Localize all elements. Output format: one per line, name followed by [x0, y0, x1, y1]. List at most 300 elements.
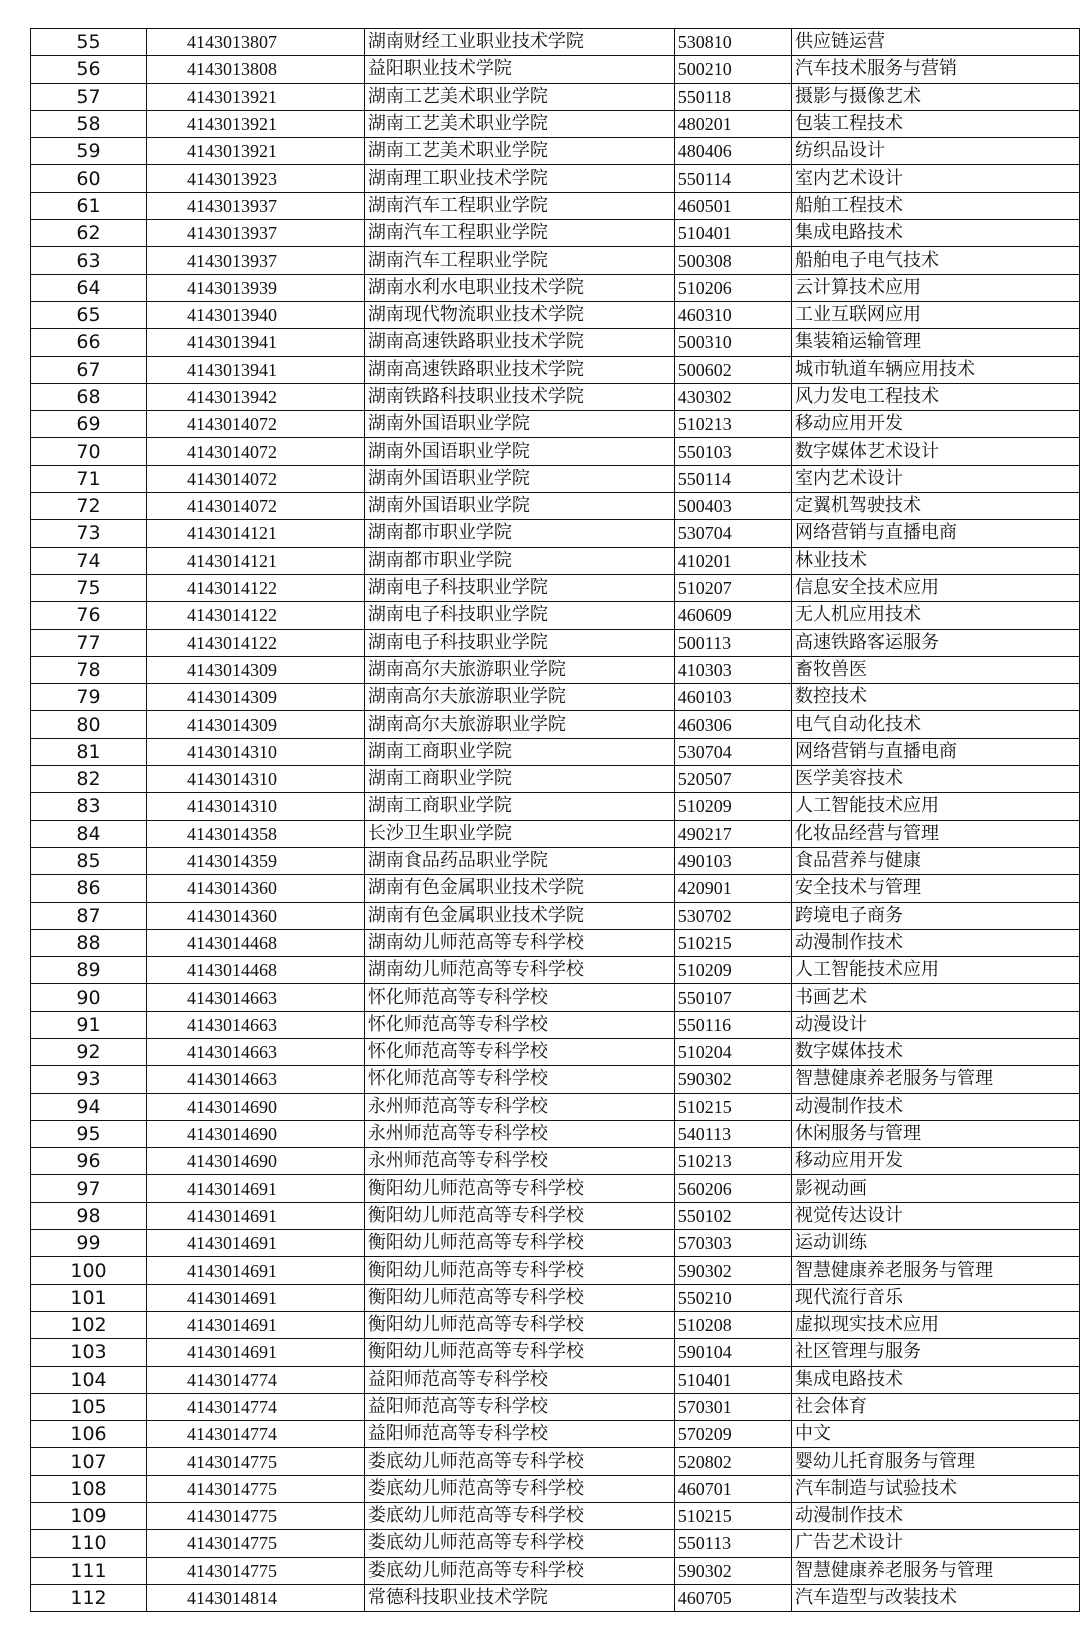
row-number-cell: 107	[31, 1448, 147, 1475]
school-code-cell: 4143014121	[147, 520, 365, 547]
school-name-cell: 益阳职业技术学院	[364, 56, 674, 83]
school-code-cell: 4143014360	[147, 875, 365, 902]
major-name-cell: 汽车技术服务与营销	[792, 56, 1080, 83]
table-row	[31, 711, 1080, 738]
table-row	[31, 329, 1080, 356]
school-name-cell: 湖南外国语职业学院	[364, 465, 674, 492]
school-code-cell: 4143013937	[147, 192, 365, 219]
school-code-cell: 4143013937	[147, 247, 365, 274]
major-name-cell: 风力发电工程技术	[792, 383, 1080, 410]
row-number-cell: 92	[31, 1038, 147, 1065]
table-row	[31, 1503, 1080, 1530]
school-code-cell: 4143013921	[147, 83, 365, 110]
major-name-cell: 休闲服务与管理	[792, 1120, 1080, 1147]
school-code-cell: 4143014691	[147, 1339, 365, 1366]
table-row	[31, 29, 1080, 56]
school-code-cell: 4143014775	[147, 1557, 365, 1584]
major-name-cell: 室内艺术设计	[792, 165, 1080, 192]
school-code-cell: 4143014663	[147, 1038, 365, 1065]
major-name-cell: 汽车造型与改装技术	[792, 1584, 1080, 1611]
major-name-cell: 智慧健康养老服务与管理	[792, 1557, 1080, 1584]
major-name-cell: 高速铁路客运服务	[792, 629, 1080, 656]
school-code-cell: 4143014691	[147, 1284, 365, 1311]
school-name-cell: 湖南外国语职业学院	[364, 438, 674, 465]
major-code-cell: 510213	[674, 1148, 791, 1175]
row-number-cell: 76	[31, 602, 147, 629]
major-name-cell: 无人机应用技术	[792, 602, 1080, 629]
major-code-cell: 550114	[674, 465, 791, 492]
major-name-cell: 数字媒体技术	[792, 1038, 1080, 1065]
major-name-cell: 摄影与摄像艺术	[792, 83, 1080, 110]
school-name-cell: 湖南高尔夫旅游职业学院	[364, 684, 674, 711]
major-code-cell: 590302	[674, 1557, 791, 1584]
major-code-cell: 510213	[674, 411, 791, 438]
table-row	[31, 1339, 1080, 1366]
school-name-cell: 永州师范高等专科学校	[364, 1093, 674, 1120]
row-number-cell: 55	[31, 29, 147, 56]
table-row	[31, 1066, 1080, 1093]
school-name-cell: 湖南工商职业学院	[364, 793, 674, 820]
row-number-cell: 95	[31, 1120, 147, 1147]
major-code-cell: 590104	[674, 1339, 791, 1366]
school-code-cell: 4143013940	[147, 301, 365, 328]
school-name-cell: 长沙卫生职业学院	[364, 820, 674, 847]
major-code-cell: 510215	[674, 929, 791, 956]
major-name-cell: 书画艺术	[792, 984, 1080, 1011]
school-code-cell: 4143013939	[147, 274, 365, 301]
major-code-cell: 550107	[674, 984, 791, 1011]
major-name-cell: 智慧健康养老服务与管理	[792, 1257, 1080, 1284]
school-name-cell: 衡阳幼儿师范高等专科学校	[364, 1230, 674, 1257]
major-name-cell: 移动应用开发	[792, 1148, 1080, 1175]
major-name-cell: 集成电路技术	[792, 1366, 1080, 1393]
row-number-cell: 90	[31, 984, 147, 1011]
major-name-cell: 集装箱运输管理	[792, 329, 1080, 356]
major-code-cell: 510209	[674, 793, 791, 820]
table-row	[31, 602, 1080, 629]
school-code-cell: 4143014468	[147, 929, 365, 956]
school-name-cell: 娄底幼儿师范高等专科学校	[364, 1475, 674, 1502]
school-code-cell: 4143014309	[147, 656, 365, 683]
table-row	[31, 1148, 1080, 1175]
school-name-cell: 湖南幼儿师范高等专科学校	[364, 957, 674, 984]
major-name-cell: 化妆品经营与管理	[792, 820, 1080, 847]
major-code-cell: 550103	[674, 438, 791, 465]
major-code-cell: 460103	[674, 684, 791, 711]
school-code-cell: 4143014691	[147, 1257, 365, 1284]
school-name-cell: 湖南电子科技职业学院	[364, 602, 674, 629]
school-name-cell: 湖南工商职业学院	[364, 766, 674, 793]
major-name-cell: 跨境电子商务	[792, 902, 1080, 929]
school-name-cell: 益阳师范高等专科学校	[364, 1366, 674, 1393]
table-row	[31, 574, 1080, 601]
table-row	[31, 820, 1080, 847]
major-name-cell: 婴幼儿托育服务与管理	[792, 1448, 1080, 1475]
major-name-cell: 林业技术	[792, 547, 1080, 574]
major-code-cell: 510401	[674, 1366, 791, 1393]
table-row	[31, 1530, 1080, 1557]
major-code-cell: 550210	[674, 1284, 791, 1311]
table-row	[31, 110, 1080, 137]
row-number-cell: 80	[31, 711, 147, 738]
row-number-cell: 97	[31, 1175, 147, 1202]
row-number-cell: 85	[31, 847, 147, 874]
major-name-cell: 室内艺术设计	[792, 465, 1080, 492]
school-code-cell: 4143013942	[147, 383, 365, 410]
school-code-cell: 4143013923	[147, 165, 365, 192]
major-code-cell: 510206	[674, 274, 791, 301]
table-row	[31, 220, 1080, 247]
school-code-cell: 4143014774	[147, 1366, 365, 1393]
row-number-cell: 66	[31, 329, 147, 356]
school-name-cell: 湖南铁路科技职业技术学院	[364, 383, 674, 410]
school-name-cell: 衡阳幼儿师范高等专科学校	[364, 1339, 674, 1366]
row-number-cell: 110	[31, 1530, 147, 1557]
row-number-cell: 105	[31, 1393, 147, 1420]
school-code-cell: 4143013941	[147, 356, 365, 383]
major-code-cell: 530702	[674, 902, 791, 929]
school-code-cell: 4143014663	[147, 1066, 365, 1093]
school-code-cell: 4143014122	[147, 574, 365, 601]
school-name-cell: 衡阳幼儿师范高等专科学校	[364, 1202, 674, 1229]
table-row	[31, 1284, 1080, 1311]
school-name-cell: 怀化师范高等专科学校	[364, 984, 674, 1011]
table-row	[31, 738, 1080, 765]
school-name-cell: 衡阳幼儿师范高等专科学校	[364, 1311, 674, 1338]
school-code-cell: 4143014663	[147, 1011, 365, 1038]
major-code-cell: 500308	[674, 247, 791, 274]
school-name-cell: 湖南高速铁路职业技术学院	[364, 329, 674, 356]
row-number-cell: 78	[31, 656, 147, 683]
school-code-cell: 4143013921	[147, 110, 365, 137]
major-code-cell: 460701	[674, 1475, 791, 1502]
school-code-cell: 4143014360	[147, 902, 365, 929]
major-name-cell: 纺织品设计	[792, 138, 1080, 165]
major-code-cell: 530810	[674, 29, 791, 56]
table-row	[31, 984, 1080, 1011]
school-code-cell: 4143014663	[147, 984, 365, 1011]
school-name-cell: 湖南财经工业职业技术学院	[364, 29, 674, 56]
table-row	[31, 847, 1080, 874]
table-row	[31, 875, 1080, 902]
row-number-cell: 83	[31, 793, 147, 820]
row-number-cell: 59	[31, 138, 147, 165]
school-name-cell: 湖南电子科技职业学院	[364, 629, 674, 656]
major-code-cell: 590302	[674, 1066, 791, 1093]
row-number-cell: 98	[31, 1202, 147, 1229]
major-code-cell: 500113	[674, 629, 791, 656]
major-code-cell: 540113	[674, 1120, 791, 1147]
major-name-cell: 数字媒体艺术设计	[792, 438, 1080, 465]
school-name-cell: 湖南外国语职业学院	[364, 493, 674, 520]
school-name-cell: 娄底幼儿师范高等专科学校	[364, 1448, 674, 1475]
major-code-cell: 550118	[674, 83, 791, 110]
major-code-cell: 550102	[674, 1202, 791, 1229]
row-number-cell: 58	[31, 110, 147, 137]
major-code-cell: 460310	[674, 301, 791, 328]
school-code-cell: 4143014310	[147, 793, 365, 820]
school-name-cell: 湖南汽车工程职业学院	[364, 192, 674, 219]
school-code-cell: 4143014691	[147, 1175, 365, 1202]
school-name-cell: 湖南现代物流职业技术学院	[364, 301, 674, 328]
school-code-cell: 4143014359	[147, 847, 365, 874]
table-row	[31, 629, 1080, 656]
major-name-cell: 人工智能技术应用	[792, 957, 1080, 984]
major-code-cell: 590302	[674, 1257, 791, 1284]
school-code-cell: 4143014774	[147, 1421, 365, 1448]
row-number-cell: 57	[31, 83, 147, 110]
school-code-cell: 4143014072	[147, 411, 365, 438]
school-code-cell: 4143014814	[147, 1584, 365, 1611]
school-code-cell: 4143013937	[147, 220, 365, 247]
school-code-cell: 4143014072	[147, 465, 365, 492]
table-row	[31, 1011, 1080, 1038]
school-code-cell: 4143014691	[147, 1311, 365, 1338]
major-name-cell: 城市轨道车辆应用技术	[792, 356, 1080, 383]
major-code-cell: 550114	[674, 165, 791, 192]
table-row	[31, 1448, 1080, 1475]
major-code-cell: 570303	[674, 1230, 791, 1257]
major-code-cell: 500210	[674, 56, 791, 83]
row-number-cell: 73	[31, 520, 147, 547]
major-name-cell: 运动训练	[792, 1230, 1080, 1257]
table-row	[31, 301, 1080, 328]
major-code-cell: 410303	[674, 656, 791, 683]
major-name-cell: 中文	[792, 1421, 1080, 1448]
major-name-cell: 供应链运营	[792, 29, 1080, 56]
major-code-cell: 530704	[674, 738, 791, 765]
major-name-cell: 动漫制作技术	[792, 1093, 1080, 1120]
major-code-cell: 510207	[674, 574, 791, 601]
school-name-cell: 湖南有色金属职业技术学院	[364, 875, 674, 902]
major-name-cell: 医学美容技术	[792, 766, 1080, 793]
major-name-cell: 安全技术与管理	[792, 875, 1080, 902]
school-name-cell: 永州师范高等专科学校	[364, 1148, 674, 1175]
school-name-cell: 益阳师范高等专科学校	[364, 1393, 674, 1420]
table-row	[31, 438, 1080, 465]
row-number-cell: 77	[31, 629, 147, 656]
major-name-cell: 人工智能技术应用	[792, 793, 1080, 820]
table-row	[31, 1393, 1080, 1420]
table-row	[31, 356, 1080, 383]
row-number-cell: 87	[31, 902, 147, 929]
row-number-cell: 111	[31, 1557, 147, 1584]
row-number-cell: 81	[31, 738, 147, 765]
major-name-cell: 广告艺术设计	[792, 1530, 1080, 1557]
school-code-cell: 4143014775	[147, 1475, 365, 1502]
row-number-cell: 104	[31, 1366, 147, 1393]
table-row	[31, 1421, 1080, 1448]
major-name-cell: 移动应用开发	[792, 411, 1080, 438]
major-name-cell: 虚拟现实技术应用	[792, 1311, 1080, 1338]
major-name-cell: 船舶电子电气技术	[792, 247, 1080, 274]
school-code-cell: 4143013921	[147, 138, 365, 165]
table-row	[31, 547, 1080, 574]
row-number-cell: 99	[31, 1230, 147, 1257]
major-code-cell: 500310	[674, 329, 791, 356]
school-name-cell: 衡阳幼儿师范高等专科学校	[364, 1175, 674, 1202]
row-number-cell: 91	[31, 1011, 147, 1038]
school-name-cell: 娄底幼儿师范高等专科学校	[364, 1530, 674, 1557]
row-number-cell: 74	[31, 547, 147, 574]
major-code-cell: 490103	[674, 847, 791, 874]
major-code-cell: 510209	[674, 957, 791, 984]
major-name-cell: 电气自动化技术	[792, 711, 1080, 738]
school-name-cell: 娄底幼儿师范高等专科学校	[364, 1557, 674, 1584]
school-code-cell: 4143013807	[147, 29, 365, 56]
major-code-cell: 560206	[674, 1175, 791, 1202]
major-code-cell: 480406	[674, 138, 791, 165]
row-number-cell: 67	[31, 356, 147, 383]
major-name-cell: 集成电路技术	[792, 220, 1080, 247]
table-row	[31, 138, 1080, 165]
school-code-cell: 4143014310	[147, 766, 365, 793]
table-row	[31, 247, 1080, 274]
school-name-cell: 湖南工艺美术职业学院	[364, 110, 674, 137]
school-name-cell: 湖南高尔夫旅游职业学院	[364, 711, 674, 738]
row-number-cell: 75	[31, 574, 147, 601]
row-number-cell: 112	[31, 1584, 147, 1611]
major-name-cell: 信息安全技术应用	[792, 574, 1080, 601]
major-name-cell: 动漫制作技术	[792, 1503, 1080, 1530]
school-name-cell: 湖南汽车工程职业学院	[364, 247, 674, 274]
major-code-cell: 500403	[674, 493, 791, 520]
major-code-cell: 530704	[674, 520, 791, 547]
row-number-cell: 72	[31, 493, 147, 520]
row-number-cell: 68	[31, 383, 147, 410]
table-row	[31, 1120, 1080, 1147]
major-code-cell: 520802	[674, 1448, 791, 1475]
row-number-cell: 96	[31, 1148, 147, 1175]
table-row	[31, 1475, 1080, 1502]
major-name-cell: 智慧健康养老服务与管理	[792, 1066, 1080, 1093]
row-number-cell: 103	[31, 1339, 147, 1366]
school-name-cell: 湖南食品药品职业学院	[364, 847, 674, 874]
school-code-cell: 4143014691	[147, 1230, 365, 1257]
school-name-cell: 湖南电子科技职业学院	[364, 574, 674, 601]
major-code-cell: 490217	[674, 820, 791, 847]
school-name-cell: 湖南高速铁路职业技术学院	[364, 356, 674, 383]
table-row	[31, 56, 1080, 83]
table-row	[31, 274, 1080, 301]
major-code-cell: 510401	[674, 220, 791, 247]
school-code-cell: 4143014309	[147, 711, 365, 738]
row-number-cell: 86	[31, 875, 147, 902]
major-code-cell: 570301	[674, 1393, 791, 1420]
table-row	[31, 83, 1080, 110]
school-name-cell: 衡阳幼儿师范高等专科学校	[364, 1284, 674, 1311]
major-name-cell: 影视动画	[792, 1175, 1080, 1202]
row-number-cell: 70	[31, 438, 147, 465]
row-number-cell: 88	[31, 929, 147, 956]
row-number-cell: 84	[31, 820, 147, 847]
school-name-cell: 湖南都市职业学院	[364, 520, 674, 547]
major-code-cell: 460705	[674, 1584, 791, 1611]
major-code-cell: 510215	[674, 1093, 791, 1120]
school-code-cell: 4143014310	[147, 738, 365, 765]
table-row	[31, 493, 1080, 520]
school-code-cell: 4143014358	[147, 820, 365, 847]
table-row	[31, 1202, 1080, 1229]
school-name-cell: 湖南都市职业学院	[364, 547, 674, 574]
school-code-cell: 4143014122	[147, 629, 365, 656]
row-number-cell: 89	[31, 957, 147, 984]
major-code-cell: 510215	[674, 1503, 791, 1530]
row-number-cell: 61	[31, 192, 147, 219]
major-code-cell: 430302	[674, 383, 791, 410]
major-name-cell: 现代流行音乐	[792, 1284, 1080, 1311]
school-code-cell: 4143014072	[147, 438, 365, 465]
table-row	[31, 902, 1080, 929]
table-row	[31, 192, 1080, 219]
table-row	[31, 520, 1080, 547]
table-row	[31, 766, 1080, 793]
row-number-cell: 106	[31, 1421, 147, 1448]
school-code-cell: 4143013941	[147, 329, 365, 356]
row-number-cell: 79	[31, 684, 147, 711]
data-table	[30, 28, 1080, 1612]
school-code-cell: 4143014775	[147, 1448, 365, 1475]
table-row	[31, 1038, 1080, 1065]
major-code-cell: 480201	[674, 110, 791, 137]
school-code-cell: 4143014121	[147, 547, 365, 574]
row-number-cell: 63	[31, 247, 147, 274]
table-row	[31, 1230, 1080, 1257]
major-name-cell: 网络营销与直播电商	[792, 520, 1080, 547]
major-name-cell: 社区管理与服务	[792, 1339, 1080, 1366]
row-number-cell: 64	[31, 274, 147, 301]
school-name-cell: 常德科技职业技术学院	[364, 1584, 674, 1611]
row-number-cell: 56	[31, 56, 147, 83]
school-code-cell: 4143014690	[147, 1148, 365, 1175]
row-number-cell: 101	[31, 1284, 147, 1311]
table-row	[31, 1175, 1080, 1202]
table-row	[31, 957, 1080, 984]
major-code-cell: 420901	[674, 875, 791, 902]
table-row	[31, 1584, 1080, 1611]
school-name-cell: 怀化师范高等专科学校	[364, 1011, 674, 1038]
school-name-cell: 永州师范高等专科学校	[364, 1120, 674, 1147]
table-row	[31, 1257, 1080, 1284]
row-number-cell: 60	[31, 165, 147, 192]
major-name-cell: 数控技术	[792, 684, 1080, 711]
major-name-cell: 动漫设计	[792, 1011, 1080, 1038]
school-code-cell: 4143013808	[147, 56, 365, 83]
school-name-cell: 湖南有色金属职业技术学院	[364, 902, 674, 929]
school-name-cell: 娄底幼儿师范高等专科学校	[364, 1503, 674, 1530]
major-name-cell: 云计算技术应用	[792, 274, 1080, 301]
major-name-cell: 船舶工程技术	[792, 192, 1080, 219]
school-code-cell: 4143014775	[147, 1503, 365, 1530]
school-name-cell: 衡阳幼儿师范高等专科学校	[364, 1257, 674, 1284]
table-row	[31, 656, 1080, 683]
table-row	[31, 929, 1080, 956]
school-code-cell: 4143014690	[147, 1093, 365, 1120]
row-number-cell: 71	[31, 465, 147, 492]
table-row	[31, 165, 1080, 192]
table-row	[31, 465, 1080, 492]
table-row	[31, 383, 1080, 410]
school-name-cell: 湖南工商职业学院	[364, 738, 674, 765]
major-code-cell: 460306	[674, 711, 791, 738]
table-row	[31, 684, 1080, 711]
major-name-cell: 汽车制造与试验技术	[792, 1475, 1080, 1502]
major-code-cell: 460501	[674, 192, 791, 219]
table-row	[31, 793, 1080, 820]
row-number-cell: 108	[31, 1475, 147, 1502]
school-code-cell: 4143014690	[147, 1120, 365, 1147]
table-row	[31, 1311, 1080, 1338]
